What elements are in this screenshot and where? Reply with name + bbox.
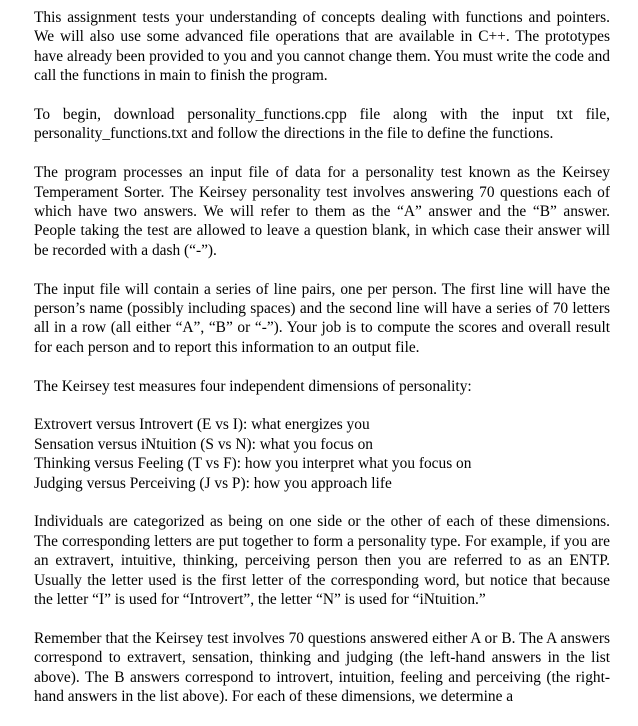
dimension-item: Extrovert versus Introvert (E vs I): what energizes you bbox=[34, 416, 370, 434]
dimensions-list bbox=[34, 415, 610, 493]
dimension-item: Thinking versus Feeling (T vs F): how you interpret what you focus on bbox=[34, 455, 472, 473]
categorization-paragraph: Individuals are categorized as being on one side or the other of each of these dimensions. The corresponding letters are put together to form a personality type. For example, if you are an extravert, intuitive, thinking, perceiving person then you are referred to as an ENTP. Usually the letter used is the first letter of the corresponding word, but notice that because the letter “I” is used for “Introvert”, the letter “N” is used for “iNtuition.” bbox=[34, 513, 610, 609]
input-file-paragraph: The input file will contain a series of line pairs, one per person. The first line will have the person’s name (possibly including spaces) and the second line will have a series of 70 letters all in a row (all either “A”, “B” or “-”). Your job is to compute the scores and overall result for each person and to report this information to an output file. bbox=[34, 280, 610, 356]
keirsey-description-paragraph: The program processes an input file of data for a personality test known as the Keirsey Temperament Sorter. The Keirsey personality test involves answering 70 questions each of which have two answers. We will refer to them as the “A” answer and the “B” answer. People taking the test are allowed to leave a question blank, in which case their answer will be recorded with a dash (“-”). bbox=[34, 164, 610, 259]
dimension-item: Judging versus Perceiving (J vs P): how you approach life bbox=[34, 474, 392, 492]
dimension-item: Sensation versus iNtuition (S vs N): what you focus on bbox=[34, 435, 373, 453]
document-page bbox=[34, 8, 610, 726]
download-instructions-paragraph: To begin, download personality_functions.cpp file along with the input txt file, personality_functions.txt and follow the directions in the file to define the functions. bbox=[34, 106, 610, 143]
dimensions-intro-paragraph: The Keirsey test measures four independent dimensions of personality: bbox=[34, 377, 472, 395]
scoring-paragraph: Remember that the Keirsey test involves 70 questions answered either A or B. The A answers correspond to extravert, sensation, thinking and judging (the left-hand answers in the list above). The B answers correspond to introvert, intuition, feeling and perceiving (the right-hand answers in the list above). For each of these dimensions, we determine a bbox=[34, 629, 610, 706]
intro-paragraph: This assignment tests your understanding of concepts dealing with functions and pointers. We will also use some advanced file operations that are available in C++. The prototypes have already been provided to you and you cannot change them. You must write the code and call the functions in main to finish the program. bbox=[34, 9, 610, 85]
